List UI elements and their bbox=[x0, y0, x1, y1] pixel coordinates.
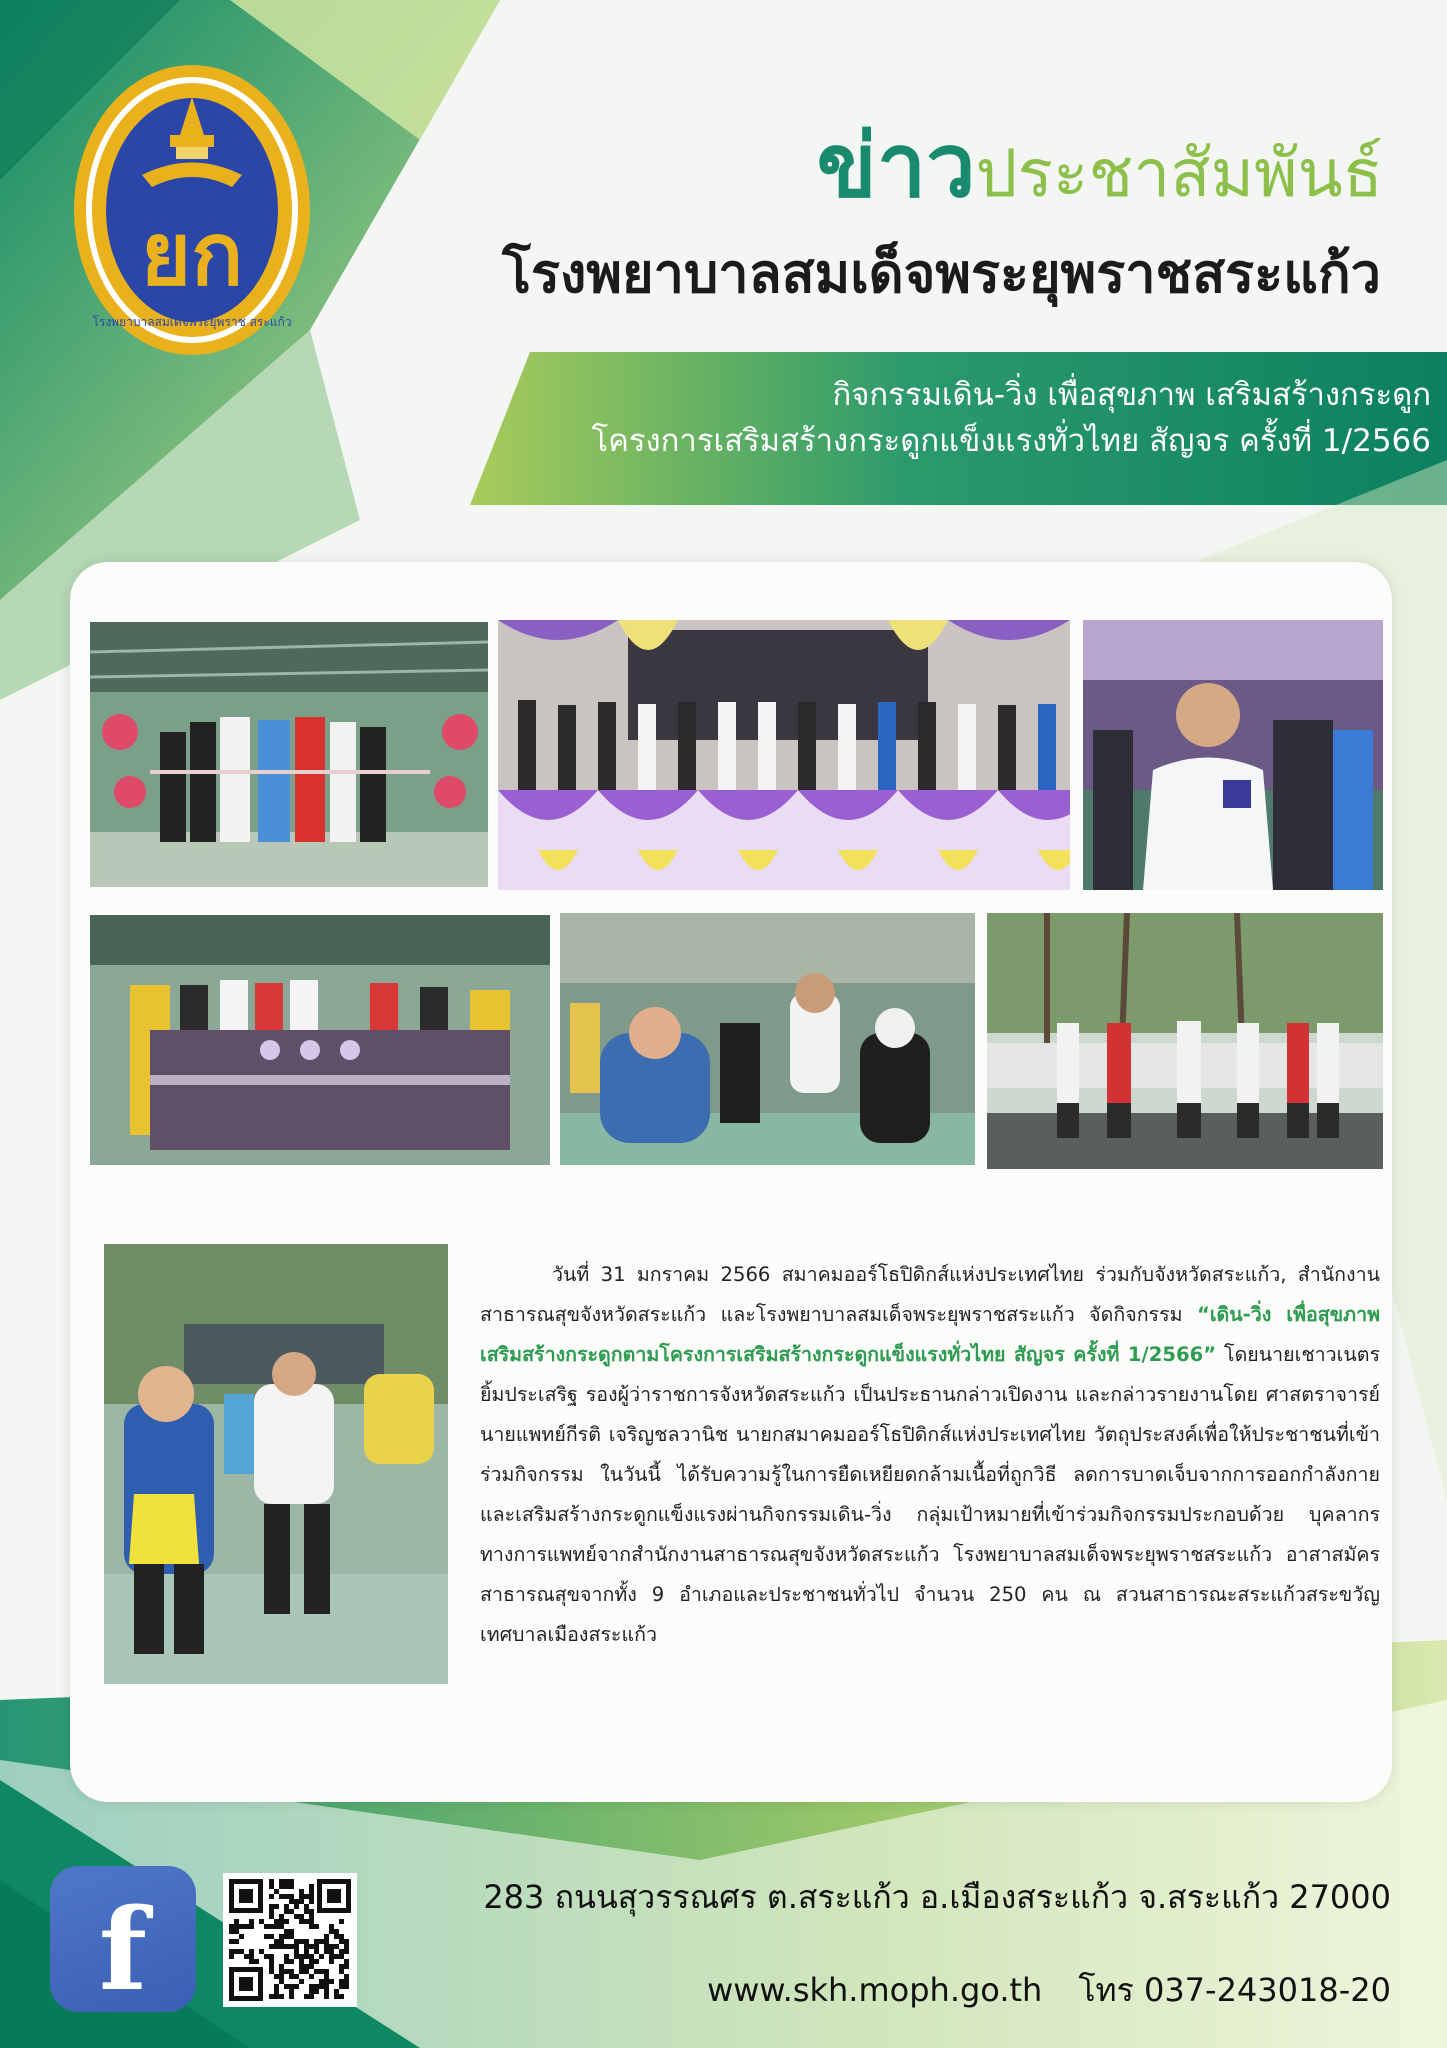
logo-monogram: ยก bbox=[140, 205, 244, 305]
photo-participant-portrait bbox=[1083, 620, 1383, 890]
contact-line bbox=[707, 1965, 1391, 2016]
activity-banner bbox=[591, 372, 1431, 464]
phone-number: โทร 037-243018-20 bbox=[1078, 1971, 1391, 2009]
website-link[interactable]: www.skh.moph.go.th bbox=[707, 1971, 1043, 2009]
banner-line-1: กิจกรรมเดิน-วิ่ง เพื่อสุขภาพ เสริมสร้างกระดูก bbox=[832, 377, 1431, 413]
article-highlight: “เดิน-วิ่ง เพื่อสุขภาพเสริมสร้างกระดูกตามโครงการเสริมสร้างกระดูกแข็งแรงทั่วไทย สัญจร ครั้งที่ 1/2566” bbox=[480, 1303, 1380, 1366]
article-body bbox=[480, 1255, 1380, 1655]
article-paragraph-intro: วันที่ 31 มกราคม 2566 สมาคมออร์โธปิดิกส์แห่งประเทศไทย ร่วมกับจังหวัดสระแก้ว, สำนักงานสาธารณสุขจังหวัดสระแก้ว และโรงพยาบาลสมเด็จพระยุพราชสระแก้ว จัดกิจกรรม bbox=[480, 1263, 1380, 1326]
photo-walk-run bbox=[987, 913, 1383, 1169]
photo-aerobics bbox=[104, 1244, 448, 1684]
photo-banner-group bbox=[90, 915, 550, 1165]
hospital-name: โรงพยาบาลสมเด็จพระยุพราชสระแก้ว bbox=[502, 242, 1381, 305]
address: 283 ถนนสุวรรณศร ต.สระแก้ว อ.เมืองสระแก้ว จ.สระแก้ว 27000 bbox=[483, 1878, 1391, 1916]
photo-stage-group bbox=[498, 620, 1070, 890]
title-news-word: ข่าว bbox=[816, 114, 976, 217]
page-title bbox=[816, 114, 1383, 222]
facebook-icon[interactable]: f bbox=[50, 1866, 196, 2012]
logo-ring-text: โรงพยาบาลสมเด็จพระยุพราช สระแก้ว bbox=[92, 315, 292, 329]
title-pr-word: ประชาสัมพันธ์ bbox=[975, 135, 1383, 212]
hospital-logo bbox=[72, 55, 312, 355]
photo-ribbon-cutting bbox=[90, 622, 488, 887]
photo-stretching-exercise bbox=[560, 913, 975, 1165]
banner-line-2: โครงการเสริมสร้างกระดูกแข็งแรงทั่วไทย สัญจร ครั้งที่ 1/2566 bbox=[591, 423, 1431, 459]
qr-code[interactable] bbox=[223, 1873, 357, 2007]
article-paragraph-details: โดยนายเชาวเนตร ยิ้มประเสริฐ รองผู้ว่าราชการจังหวัดสระแก้ว เป็นประธานกล่าวเปิดงาน และกล่าวรายงานโดย ศาสตราจารย์ นายแพทย์กีรติ เจริญชลวานิช นายกสมาคมออร์โธปิดิกส์แห่งประเทศไทย วัตถุประสงค์เพื่อให้ประชาชนที่เข้าร่วมกิจกรรม ในวันนี้ ได้รับความรู้ในการยืดเหยียดกล้ามเนื้อที่ถูกวิธี ลดการบาดเจ็บจากการออกกำลังกาย และเสริมสร้างกระดูกแข็งแรงผ่านกิจกรรมเดิน-วิ่ง กลุ่มเป้าหมายที่เข้าร่วมกิจกรรมประกอบด้วย บุคลากรทางการแพทย์จากสำนักงานสาธารณสุขจังหวัดสระแก้ว โรงพยาบาลสมเด็จพระยุพราชสระแก้ว อาสาสมัครสาธารณสุขจากทั้ง 9 อำเภอและประชาชนทั่วไป จำนวน 250 คน ณ สวนสาธารณะสระแก้วสระขวัญ เทศบาลเมืองสระแก้ว bbox=[480, 1343, 1380, 1646]
